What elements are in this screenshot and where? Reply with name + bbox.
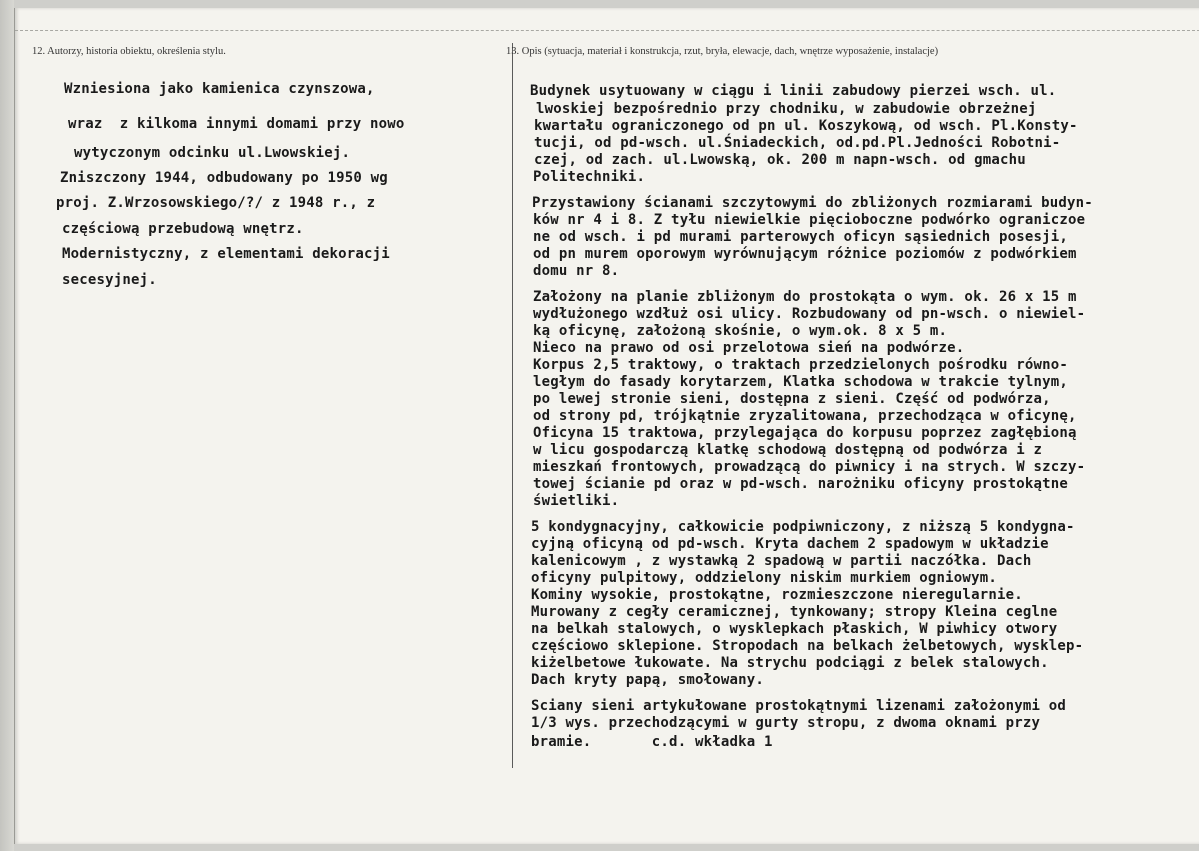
- right-line-23: towej ścianie pd oraz w pd-wsch. narożniku oficyny prostokątne: [533, 476, 1068, 492]
- right-line-37: bramie. c.d. wkładka 1: [531, 734, 773, 750]
- right-line-25: 5 kondygnacyjny, całkowicie podpiwniczony, z niższą 5 kondygna-: [531, 519, 1075, 535]
- right-line-2: lwoskiej bezpośrednio przy chodniku, w zabudowie obrzeżnej: [536, 101, 1037, 117]
- left-line-7: Modernistyczny, z elementami dekoracji: [62, 246, 390, 262]
- right-line-15: Nieco na prawo od osi przelotowa sień na podwórze.: [533, 340, 965, 356]
- right-line-33: kiżelbetowe łukowate. Na strychu podciągi z belek stalowych.: [531, 655, 1049, 671]
- left-line-3: wytyczonym odcinku ul.Lwowskiej.: [74, 145, 351, 161]
- right-line-5: czej, od zach. ul.Lwowską, ok. 200 m napn-wsch. od gmachu: [534, 152, 1026, 168]
- left-line-1: Wzniesiona jako kamienica czynszowa,: [64, 81, 375, 97]
- left-line-8: secesyjnej.: [62, 272, 157, 288]
- right-line-21: w licu gospodarczą klatkę schodową dostępną od podwórza i z: [533, 442, 1043, 458]
- right-line-10: od pn murem oporowym wyrównującym różnice poziomów z podwórkiem: [533, 246, 1077, 262]
- right-line-13: wydłużonego wzdłuż osi ulicy. Rozbudowany od pn-wsch. o niewiel-: [533, 306, 1086, 322]
- right-line-11: domu nr 8.: [533, 263, 620, 279]
- right-line-32: częściowo sklepione. Stropodach na belkach żelbetowych, wysklep-: [531, 638, 1084, 654]
- section-12-header: 12. Autorzy, historia obiektu, określenia stylu.: [32, 46, 226, 57]
- right-line-26: cyjną oficyną od pd-wsch. Kryta dachem 2 spadowym w układzie: [531, 536, 1049, 552]
- right-line-16: Korpus 2,5 traktowy, o traktach przedzielonych pośrodku równo-: [533, 357, 1068, 373]
- right-line-1: Budynek usytuowany w ciągu i linii zabudowy pierzei wsch. ul.: [530, 83, 1057, 99]
- right-line-36: 1/3 wys. przechodzącymi w gurty stropu, z dwoma oknami przy: [531, 715, 1041, 731]
- right-line-14: ką oficynę, założoną skośnie, o wym.ok. 8 x 5 m.: [533, 323, 948, 339]
- right-line-6: Politechniki.: [533, 169, 646, 185]
- right-line-22: mieszkań frontowych, prowadzącą do piwnicy i na strych. W szczy-: [533, 459, 1086, 475]
- right-line-24: świetliki.: [533, 493, 620, 509]
- right-line-19: od strony pd, trójkątnie zryzalitowana, przechodząca w oficynę,: [533, 408, 1077, 424]
- right-line-3: kwartału ograniczonego od pn ul. Koszykową, od wsch. Pl.Konsty-: [534, 118, 1078, 134]
- right-line-31: na belkah stalowych, o wysklepkach płaskich, W piwhicy otwory: [531, 621, 1058, 637]
- right-line-7: Przystawiony ścianami szczytowymi do zbliżonych rozmiarami budyn-: [532, 195, 1093, 211]
- left-line-6: częściową przebudową wnętrz.: [62, 221, 304, 237]
- left-line-5: proj. Z.Wrzosowskiego/?/ z 1948 r., z: [56, 195, 376, 211]
- top-fold-line: [15, 30, 1199, 31]
- right-line-27: kalenicowym , z wystawką 2 spadową w partii naczółka. Dach: [531, 553, 1032, 569]
- right-line-17: ległym do fasady korytarzem, Klatka schodowa w trakcie tylnym,: [533, 374, 1068, 390]
- right-line-28: oficyny pulpitowy, oddzielony niskim murkiem ogniowym.: [531, 570, 997, 586]
- right-line-4: tucji, od pd-wsch. ul.Śniadeckich, od.pd.Pl.Jedności Robotni-: [534, 135, 1061, 151]
- right-line-35: Sciany sieni artykułowane prostokątnymi lizenami założonymi od: [531, 698, 1066, 714]
- right-line-20: Oficyna 15 traktowa, przylegająca do korpusu poprzez zagłębioną: [533, 425, 1077, 441]
- right-line-8: ków nr 4 i 8. Z tyłu niewielkie pięcioboczne podwórko ograniczoe: [533, 212, 1086, 228]
- scan-edge: [0, 0, 14, 851]
- column-divider: [512, 43, 513, 768]
- right-line-29: Kominy wysokie, prostokątne, rozmieszczone nieregularnie.: [531, 587, 1023, 603]
- left-line-4: Zniszczony 1944, odbudowany po 1950 wg: [60, 170, 388, 186]
- right-line-30: Murowany z cegły ceramicznej, tynkowany; stropy Kleina ceglne: [531, 604, 1058, 620]
- right-line-9: ne od wsch. i pd murami parterowych oficyn sąsiednich posesji,: [533, 229, 1068, 245]
- left-line-2: wraz z kilkoma innymi domami przy nowo: [68, 116, 405, 132]
- right-line-18: po lewej stronie sieni, dostępna z sieni. Część od podwórza,: [533, 391, 1051, 407]
- right-line-12: Założony na planie zbliżonym do prostokąta o wym. ok. 26 x 15 m: [533, 289, 1077, 305]
- section-13-header: 13. Opis (sytuacja, materiał i konstrukcja, rzut, bryła, elewacje, dach, wnętrze wyposażenie, instalacje): [506, 46, 939, 57]
- right-line-34: Dach kryty papą, smołowany.: [531, 672, 764, 688]
